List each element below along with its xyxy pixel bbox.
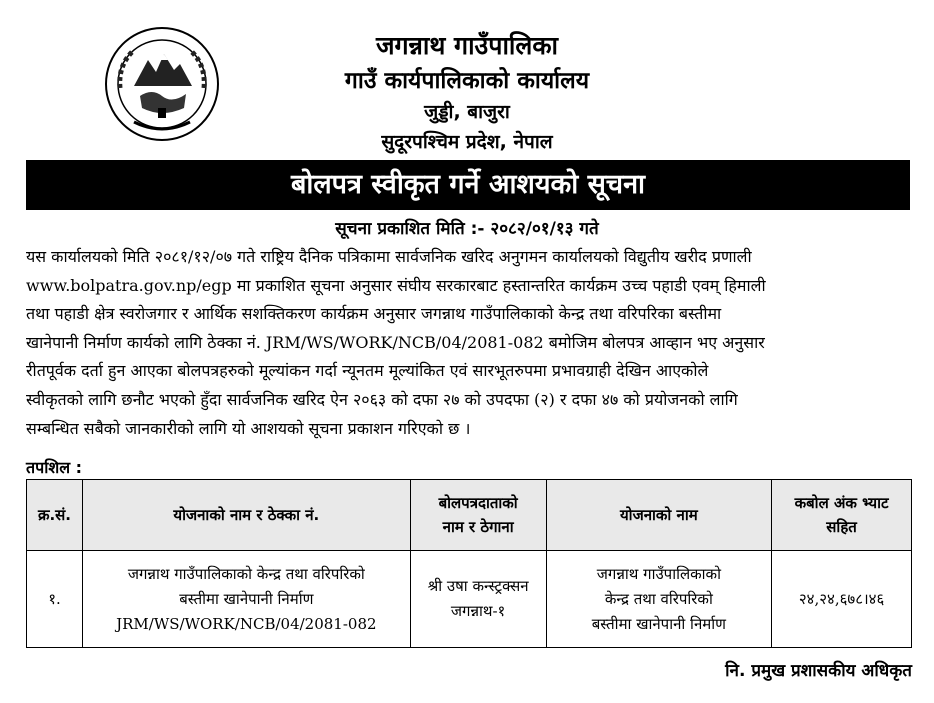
col-header-bidder-line2: नाम र ठेगाना xyxy=(442,518,514,536)
cell-sn: १. xyxy=(27,551,83,648)
col-header-sn: क्र.सं. xyxy=(27,480,83,551)
table-header-row xyxy=(27,480,912,551)
cell-bidder xyxy=(410,551,546,648)
body-line: रीतपूर्वक दर्ता हुन आएका बोलपत्रहरुको मूल्यांकन गर्दा न्यूनतम मूल्यांकित एवं सारभूतरुपमा प्रभावग्राही देखिन आएकोले xyxy=(26,361,709,381)
body-line: खानेपानी निर्माण कार्यको लागि ठेक्का नं. JRM/WS/WORK/NCB/04/2081-082 बमोजिम बोलपत्र आव्हान भए अनुसार xyxy=(26,332,765,352)
cell-bidder-line2: जगन्नाथ-१ xyxy=(450,602,506,620)
bid-table xyxy=(26,479,912,648)
office-subtitle: गाउँ कार्यपालिकाको कार्यालय xyxy=(344,68,590,94)
cell-project-line1: जगन्नाथ गाउँपालिकाको xyxy=(596,564,721,583)
cell-bidder-line1: श्री उषा कन्स्ट्रक्सन xyxy=(427,577,529,595)
table-row xyxy=(27,551,912,648)
cell-project xyxy=(546,551,772,648)
cell-name-line1: जगन्नाथ गाउँपालिकाको केन्द्र तथा वरिपरिको xyxy=(127,564,365,583)
col-header-bidder xyxy=(410,480,546,551)
notice-title-banner: बोलपत्र स्वीकृत गर्ने आशयको सूचना xyxy=(26,160,910,210)
col-header-name-contract: योजनाको नाम र ठेक्का नं. xyxy=(82,480,410,551)
col-header-project: योजनाको नाम xyxy=(546,480,772,551)
cell-contract-no: JRM/WS/WORK/NCB/04/2081-082 xyxy=(116,614,377,633)
body-line: www.bolpatra.gov.np/egp मा प्रकाशित सूचना अनुसार संघीय सरकारबाट हस्तान्तरित कार्यक्रम उच्च पहाडी एवम् हिमाली xyxy=(26,275,766,295)
cell-project-line3: बस्तीमा खानेपानी निर्माण xyxy=(591,614,726,633)
cell-amount: २४,२४,६७८।४६ xyxy=(772,551,912,648)
col-header-amount-line1: कबोल अंक भ्याट xyxy=(794,494,889,512)
col-header-amount-line2: सहित xyxy=(826,518,857,536)
cell-project-line2: केन्द्र तथा वरिपरिको xyxy=(604,589,713,608)
body-line: यस कार्यालयको मिति २०८१/१२/०७ गते राष्ट्रिय दैनिक पत्रिकामा सार्वजनिक खरिद अनुगमन कार्यालयको विद्युतीय खरीद प्रणाली xyxy=(26,247,752,266)
office-location: जुड्डी, बाजुरा xyxy=(424,101,510,123)
signatory: नि. प्रमुख प्रशासकीय अधिकृत xyxy=(725,661,912,681)
body-line: सम्बन्धित सबैको जानकारीको लागि यो आशयको सूचना प्रकाशन गरिएको छ । xyxy=(26,418,471,438)
body-line: स्वीकृतको लागि छनौट भएको हुँदा सार्वजनिक खरिद ऐन २०६३ को दफा २७ को उपदफा (२) र दफा ४७ को प्रयोजनको लागि xyxy=(26,389,738,409)
publish-date: सूचना प्रकाशित मिति :- २०८२/०१/१३ गते xyxy=(335,219,599,239)
notice-body xyxy=(26,243,912,443)
office-province: सुदूरपश्चिम प्रदेश, नेपाल xyxy=(381,131,553,153)
details-label: तपशिल : xyxy=(26,458,83,477)
cell-name-contract xyxy=(82,551,410,648)
col-header-amount xyxy=(772,480,912,551)
cell-name-line2: बस्तीमा खानेपानी निर्माण xyxy=(179,589,314,608)
col-header-bidder-line1: बोलपत्रदाताको xyxy=(438,494,518,512)
body-line: तथा पहाडी क्षेत्र स्वरोजगार र आर्थिक सशक्तिकरण कार्यक्रम अनुसार जगन्नाथ गाउँपालिकाको केन्द्र तथा वरिपरिका बस्तीमा xyxy=(26,304,722,324)
office-name: जगन्नाथ गाउँपालिका xyxy=(375,31,559,60)
